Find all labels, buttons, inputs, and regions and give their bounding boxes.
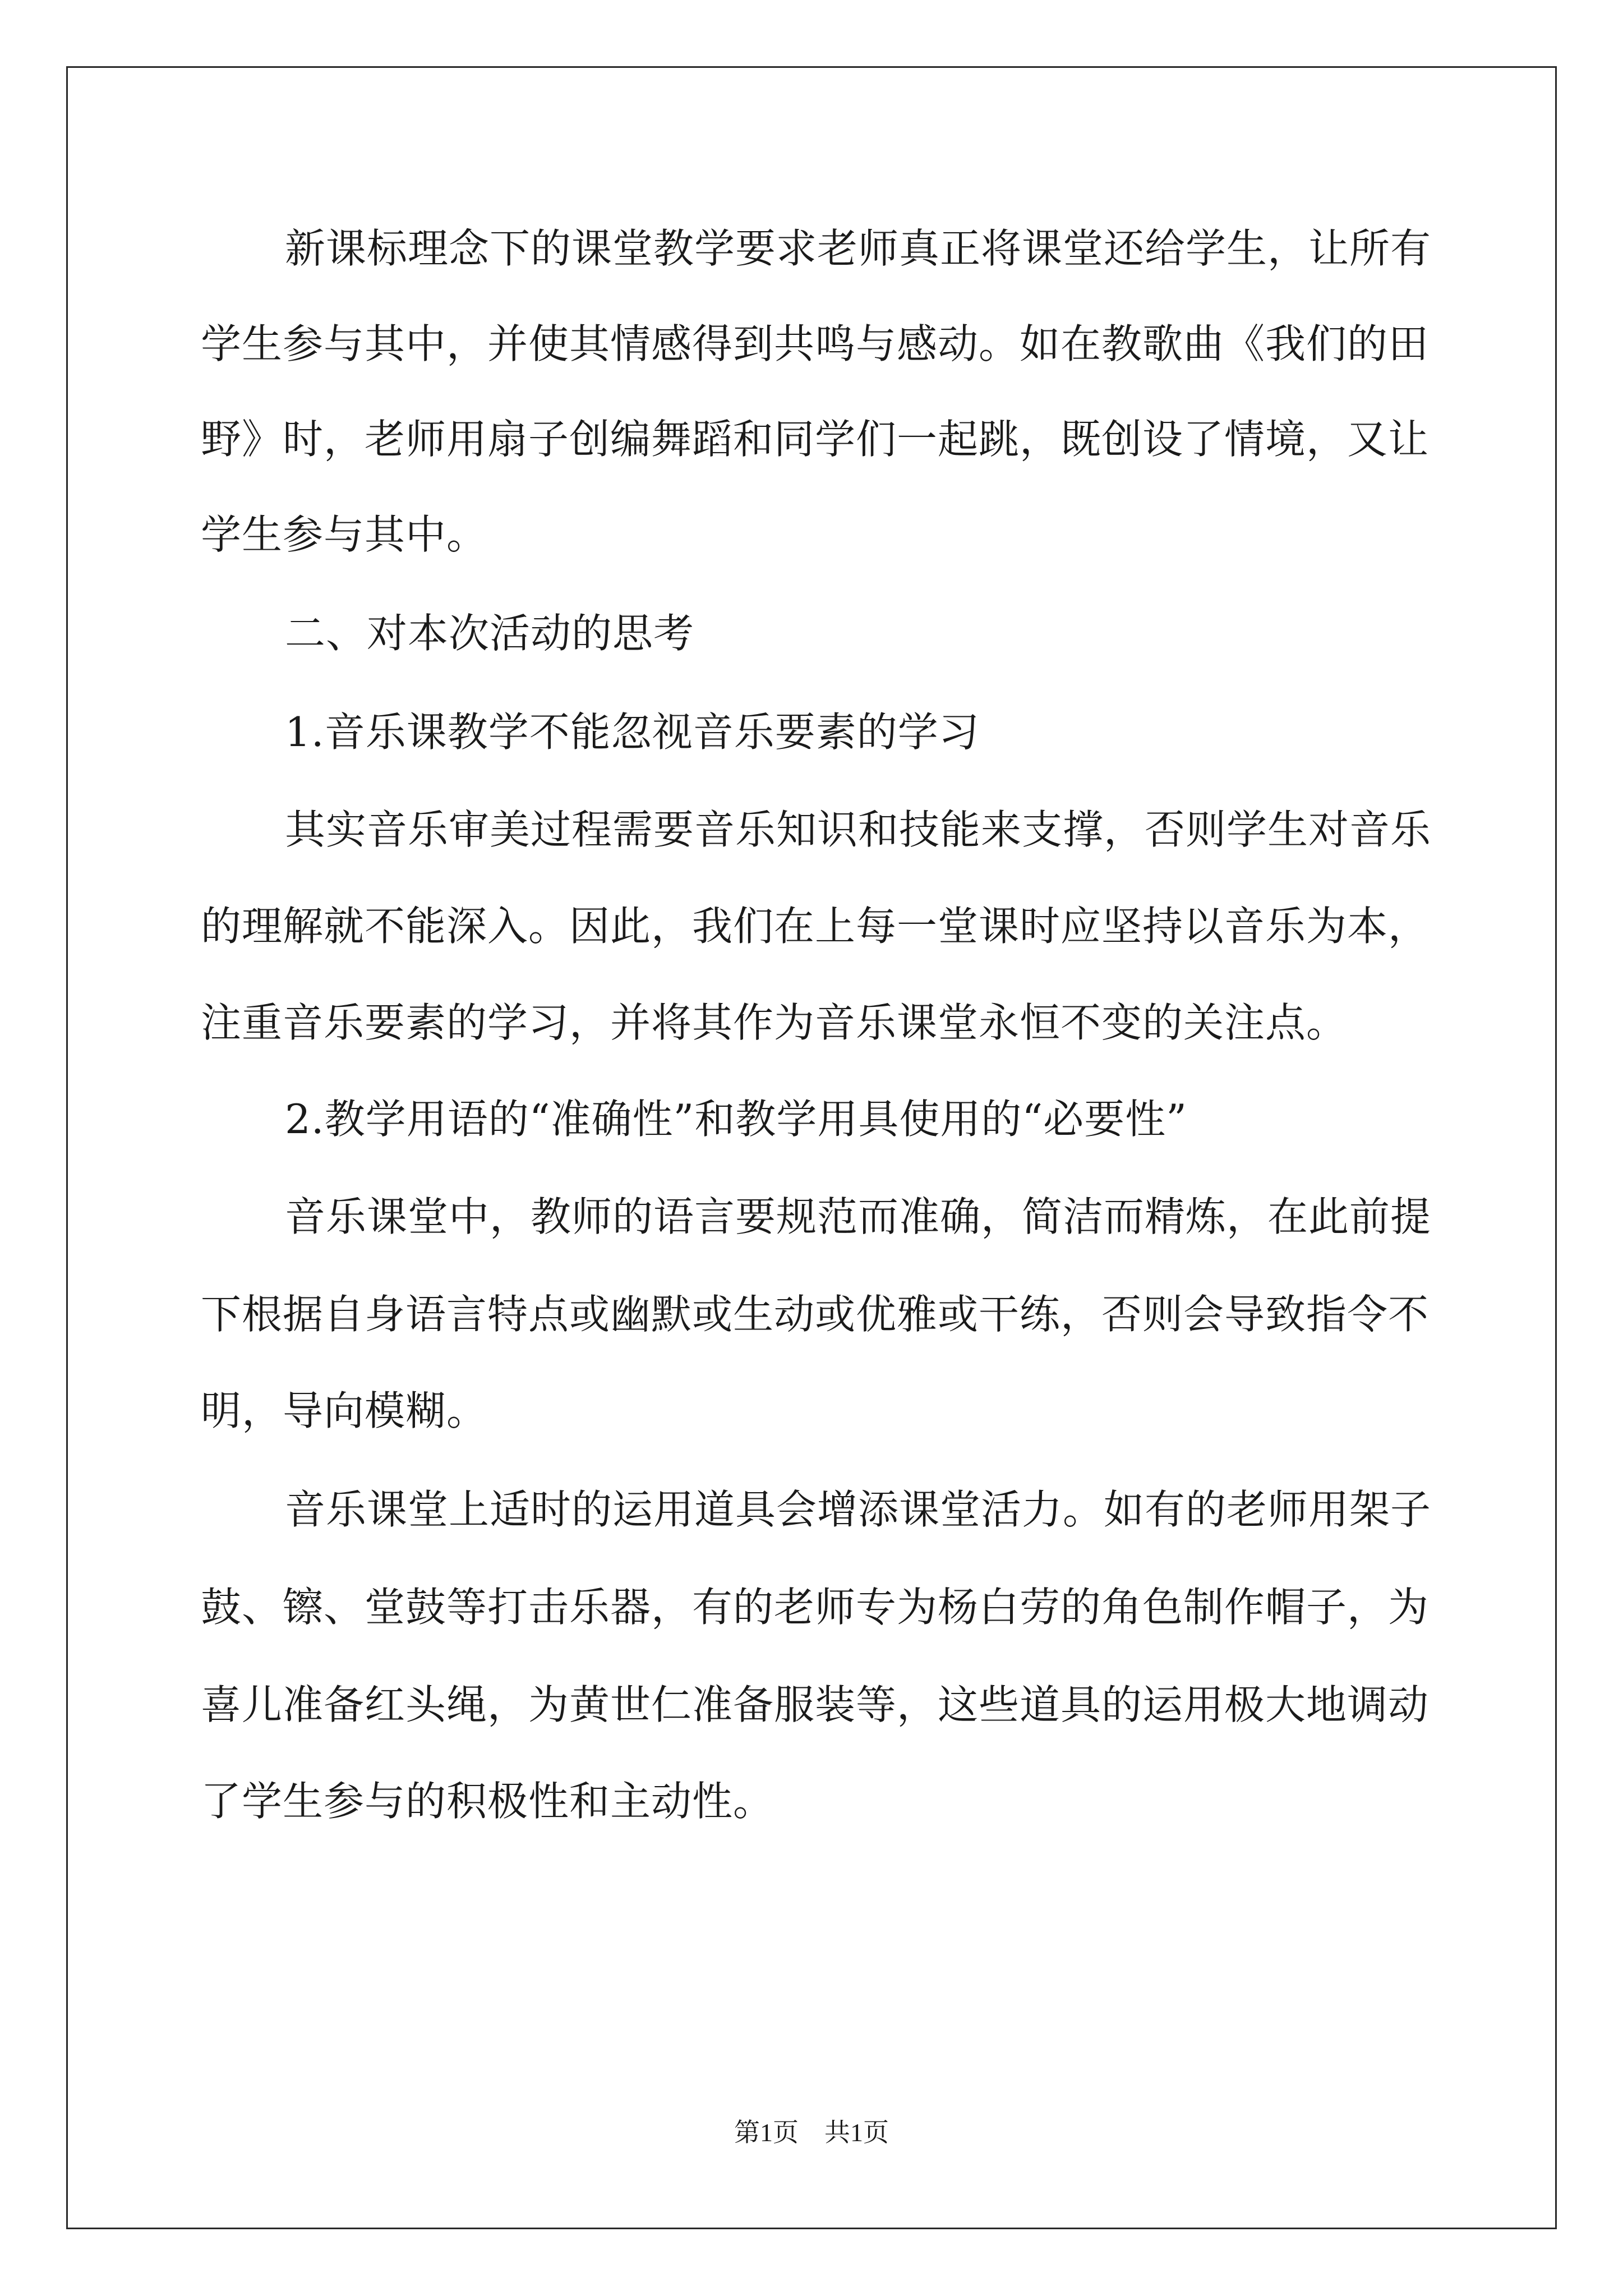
paragraph-1-line-2: 学生参与其中，并使其情感得到共鸣与感动。如在教歌曲《我们的田 xyxy=(201,320,1430,367)
paragraph-4-line-2: 鼓、镲、堂鼓等打击乐器，有的老师专为杨白劳的角色制作帽子，为 xyxy=(201,1584,1430,1631)
paragraph-1-line-3: 野》时，老师用扇子创编舞蹈和同学们一起跳，既创设了情境，又让 xyxy=(201,416,1430,463)
paragraph-3-line-2: 下根据自身语言特点或幽默或生动或优雅或干练，否则会导致指令不 xyxy=(201,1291,1430,1338)
paragraph-4-line-3: 喜儿准备红头绳，为黄世仁准备服装等，这些道具的运用极大地调动 xyxy=(201,1681,1430,1728)
subheading-1: 1.音乐课教学不能忽视音乐要素的学习 xyxy=(285,708,980,756)
page-number-footer: 第1页 共1页 xyxy=(734,2118,889,2147)
section-heading: 二、对本次活动的思考 xyxy=(285,610,695,657)
page-border xyxy=(66,66,1557,2229)
paragraph-1-line-4: 学生参与其中。 xyxy=(201,511,488,558)
paragraph-3-line-1: 音乐课堂中，教师的语言要规范而准确，简洁而精炼，在此前提 xyxy=(285,1193,1432,1240)
subheading-2: 2.教学用语的“准确性”和教学用具使用的“必要性” xyxy=(285,1096,1187,1143)
paragraph-4-line-4: 了学生参与的积极性和主动性。 xyxy=(201,1778,774,1825)
paragraph-2-line-1: 其实音乐审美过程需要音乐知识和技能来支撑，否则学生对音乐 xyxy=(285,806,1432,853)
paragraph-4-line-1: 音乐课堂上适时的运用道具会增添课堂活力。如有的老师用架子 xyxy=(285,1486,1432,1533)
paragraph-1-line-1: 新课标理念下的课堂教学要求老师真正将课堂还给学生，让所有 xyxy=(285,225,1432,272)
paragraph-2-line-2: 的理解就不能深入。因此，我们在上每一堂课时应坚持以音乐为本， xyxy=(201,903,1430,950)
paragraph-3-line-3: 明，导向模糊。 xyxy=(201,1387,488,1434)
paragraph-2-line-3: 注重音乐要素的学习，并将其作为音乐课堂永恒不变的关注点。 xyxy=(201,999,1348,1046)
